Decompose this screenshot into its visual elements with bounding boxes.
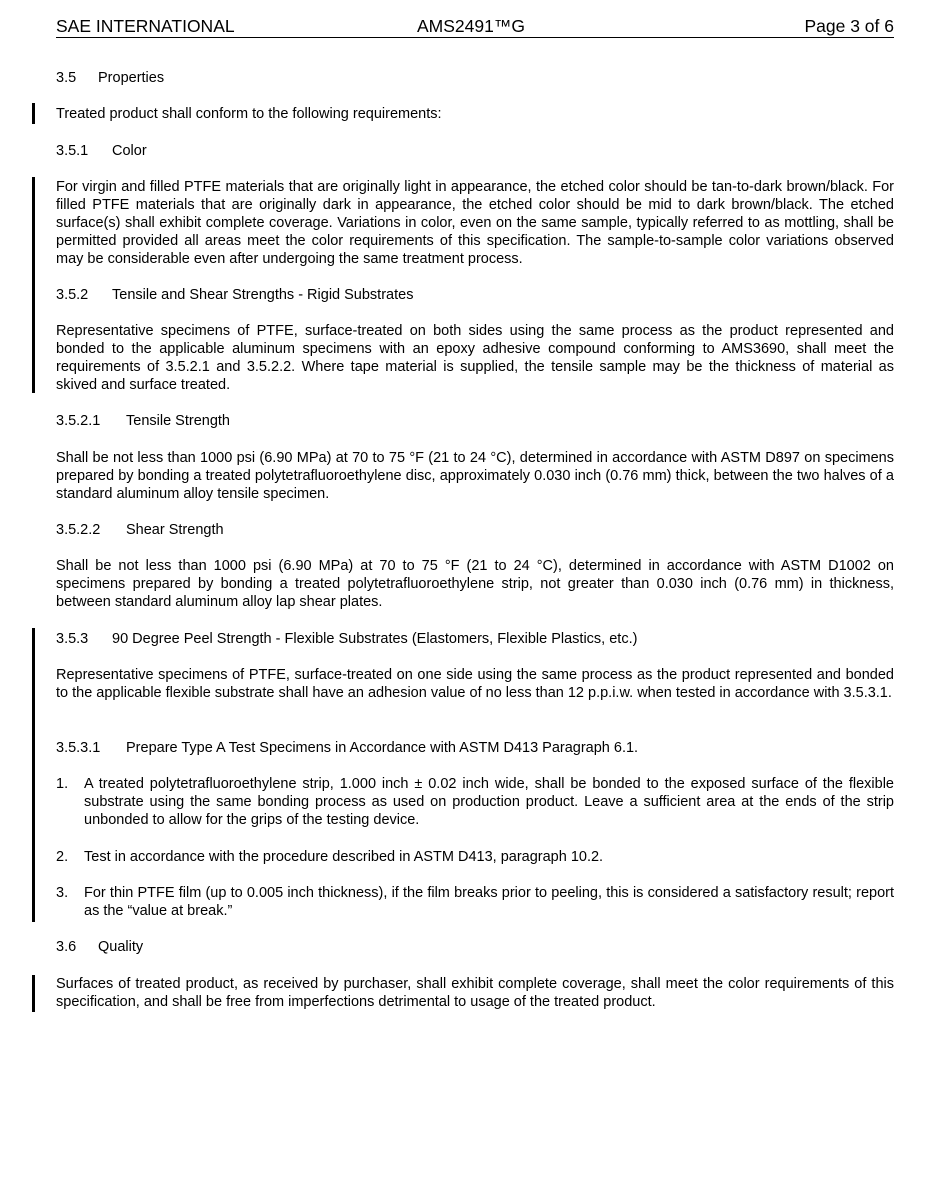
section-3-5-2-body: Representative specimens of PTFE, surface-treated on both sides using the same process as the product represented and bonded to the applicable aluminum specimens with an epoxy adhesive compound conforming to AMS3690, shall meet the requirements of 3.5.2.1 and 3.5.2.2. Where tape material is supplied, the tensile sample may be the thickness of material as skived and surface treated. bbox=[56, 323, 894, 393]
section-number: 3.5.3.1 bbox=[56, 740, 101, 756]
change-bar bbox=[32, 103, 35, 124]
section-title: Tensile Strength bbox=[126, 413, 230, 429]
section-heading-3-5-2-2 bbox=[56, 521, 894, 539]
section-number: 3.5.1 bbox=[56, 143, 89, 159]
section-3-5-2-1-body: Shall be not less than 1000 psi (6.90 MPa) at 70 to 75 °F (21 to 24 °C), determined in accordance with ASTM D897 on specimens prepared by bonding a treated polytetrafluoroethylene disc, approximately 0.030 inch (0.76 mm) thick, between the two halves of a standard aluminum alloy tensile specimen. bbox=[56, 450, 894, 502]
page-header bbox=[56, 15, 894, 38]
list-item-text: For thin PTFE film (up to 0.005 inch thickness), if the film breaks prior to peeling, this is considered a satisfactory result; report as the “value at break.” bbox=[84, 885, 894, 919]
change-bar bbox=[32, 628, 35, 922]
section-title: Properties bbox=[98, 70, 165, 86]
list-item-text: A treated polytetrafluoroethylene strip, 1.000 inch ± 0.02 inch wide, shall be bonded to the exposed surface of the flexible substrate using the same bonding process as used on production product. Leave a sufficient area at the ends of the strip unbonded to allow for the grips of the testing device. bbox=[84, 776, 894, 828]
section-3-5-2-2-body: Shall be not less than 1000 psi (6.90 MPa) at 70 to 75 °F (21 to 24 °C), determined in accordance with ASTM D1002 on specimens prepared by bonding a treated polytetrafluoroethylene strip, not greater than 0.030 inch (0.76 mm) in thickness, between standard aluminum alloy lap shear plates. bbox=[56, 558, 894, 610]
list-marker: 2. bbox=[56, 849, 69, 865]
section-heading-3-5-1 bbox=[56, 142, 894, 160]
section-number: 3.5.2.1 bbox=[56, 413, 101, 429]
header-page-number: Page 3 of 6 bbox=[804, 16, 894, 36]
section-number: 3.5 bbox=[56, 70, 77, 86]
section-title: Tensile and Shear Strengths - Rigid Substrates bbox=[112, 287, 414, 303]
list-item-text: Test in accordance with the procedure described in ASTM D413, paragraph 10.2. bbox=[84, 849, 604, 865]
section-title: 90 Degree Peel Strength - Flexible Substrates (Elastomers, Flexible Plastics, etc.) bbox=[112, 631, 638, 647]
list-item bbox=[56, 848, 894, 866]
list-marker: 1. bbox=[56, 776, 69, 792]
section-heading-3-5 bbox=[56, 69, 894, 87]
section-title: Color bbox=[112, 143, 147, 159]
header-doc-id: AMS2491™G bbox=[417, 16, 525, 36]
section-3-6-body: Surfaces of treated product, as received by purchaser, shall exhibit complete coverage, shall meet the color requirements of this specification, and shall be free from imperfections detrimental to usage of the treated product. bbox=[56, 976, 894, 1010]
section-heading-3-6 bbox=[56, 938, 894, 956]
section-heading-3-5-3 bbox=[56, 630, 894, 648]
section-3-5-1-body: For virgin and filled PTFE materials that are originally light in appearance, the etched color should be tan-to-dark brown/black. For filled PTFE materials that are originally dark in appearance, the etched color should be mid to dark brown/black. The etched surface(s) shall exhibit complete coverage. Variations in color, even on the same sample, typically referred to as mottling, shall be permitted provided all areas meet the color requirements of this specification. The sample-to-sample color variations observed may be considerable even after undergoing the same treatment process. bbox=[56, 179, 894, 267]
section-3-5-3-body: Representative specimens of PTFE, surface-treated on one side using the same process as the product represented and bonded to the applicable flexible substrate shall have an adhesion value of no less than 12 p.p.i.w. when tested in accordance with 3.5.3.1. bbox=[56, 667, 894, 701]
list-item bbox=[56, 775, 894, 829]
section-heading-3-5-2-1 bbox=[56, 412, 894, 430]
section-number: 3.5.3 bbox=[56, 631, 89, 647]
section-title: Quality bbox=[98, 939, 144, 955]
section-heading-3-5-2 bbox=[56, 286, 894, 304]
section-heading-3-5-3-1 bbox=[56, 739, 894, 757]
section-title: Prepare Type A Test Specimens in Accordance with ASTM D413 Paragraph 6.1. bbox=[126, 740, 639, 756]
list-item bbox=[56, 884, 894, 920]
section-number: 3.5.2.2 bbox=[56, 522, 101, 538]
change-bar bbox=[32, 177, 35, 393]
section-title: Shear Strength bbox=[126, 522, 224, 538]
section-number: 3.5.2 bbox=[56, 287, 89, 303]
header-org: SAE INTERNATIONAL bbox=[56, 16, 235, 36]
section-3-5-intro: Treated product shall conform to the following requirements: bbox=[56, 106, 442, 122]
change-bar bbox=[32, 975, 35, 1012]
list-marker: 3. bbox=[56, 885, 69, 901]
section-number: 3.6 bbox=[56, 939, 77, 955]
